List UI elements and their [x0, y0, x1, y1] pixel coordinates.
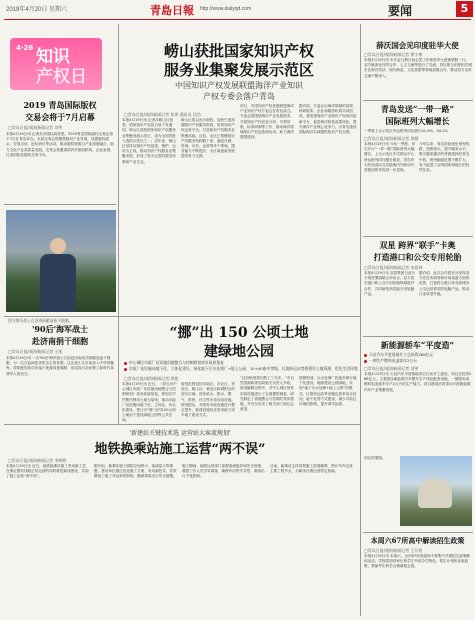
main-headline-2: 建绿地公园: [204, 344, 274, 360]
main-column-4: 按照规划，污水处理厂将逐步推行地下化建设，地面建设公园绿地，实现“地下污水处理+地上公园”的模式。垃圾转运站等设施也将采用全封闭、地下化等方式建设，减少对周边环境的影响，提升城市品质。: [299, 376, 357, 407]
right-1-headline: 薛沃国会见印度驻华大使: [376, 41, 459, 50]
column-divider: [360, 24, 361, 616]
bullet-icon: [364, 354, 367, 357]
lead-column-4: 据介绍，专委会由海洋领域的高校、科研院所、企业和服务机构共同组成，将搭建海洋产业知识产权协同创新平台，促进海洋科技成果转化，提升海洋产业核心竞争力，为青岛建设国际海洋名城提供知识产权支撑。: [299, 104, 357, 135]
badge-line-2: 产权日: [36, 67, 87, 87]
issue-date: 2019年4月20日 星期六: [6, 7, 68, 13]
ip-day-badge: [10, 38, 102, 90]
right-3-column-2: 据介绍，此次合作将充分发挥双方在技术研发和市场渠道方面的优势，打造符合港口作业和城市公交运营需求的轮胎产品，推动行业转型升级。: [419, 271, 470, 296]
page-header: [0, 0, 475, 20]
left-brief-headline-1: 2019 青岛国际版权: [23, 100, 97, 110]
left-brief-body: 本报4月19日讯 记者从市版权局获悉，2019青岛国际版权交易会将于7月在青岛举办。本届交易会将聚焦版权产业发展，设置版权展示、交易洽谈、论坛研讨等活动，推动版权资源与产业深度融合，助力文化产业高质量发展。交易会将邀请国内外版权机构、企业参展，打造国际化版权交易平台。: [6, 132, 114, 157]
lead-byline: □青岛日报/观海新闻记者 张译 通讯员 段浩: [124, 112, 201, 117]
photo-story-byline: □青岛日报/观海新闻记者 王凯: [8, 349, 63, 354]
bottom-byline: □青岛日报/观海新闻记者 李婷婷: [8, 458, 67, 463]
newspaper-logo: 青島日報: [150, 4, 194, 17]
bottom-column-2: 据介绍，换乘站施工面临空间狭小、客流量大等难题，建设单位通过优化施工方案、采用新技术，有效降低了施工对运营的影响，确保乘客出行安全便捷。: [94, 464, 177, 479]
left-brief-headline-2: 交易会将于7月启幕: [25, 112, 95, 122]
right-3-byline: □青岛日报/观海新闻记者 宋思林: [364, 265, 423, 270]
lead-column-3: 同日，中国知识产权发展联盟海洋产业知识产权专委会在青岛成立。专委会将围绕海洋产业发展需求，开展知识产权信息分析、专利导航、标准研制等工作，推动海洋领域知识产权创造和运用，助力海洋强国建设。: [240, 104, 294, 140]
right-4-headline: 新能源轿车“平度造”: [380, 340, 455, 350]
photo-caption: 图为海军战士在济南捐献造血干细胞。: [8, 318, 73, 323]
column-divider: [118, 24, 119, 424]
section-divider: [363, 236, 473, 237]
main-bullet-2-text: 市政厂站设施向地下化、立体化建设，绿化地下污水处理厂+地上公园、10+40座中等级、垃圾转运站等将建设上地资源，优先生活环境: [129, 366, 358, 371]
right-5-byline: □青岛日报/观海新闻记者 王开智: [364, 548, 423, 553]
photo-story-body: 本报4月19日讯 一名'90后'海军战士日前赴济南成功捐献造血干细胞，为一名白血病患者带去生的希望。这名战士几年前加入中华骨髓库，得知配型成功后毫不犹豫同意捐献，用实际行动诠释了新时代革命军人的担当。: [6, 356, 114, 376]
right-5-headline: 本周六67所高中解读招生政策: [370, 536, 465, 545]
lead-column-2: 崂山区将以此为契机，加快引进高端知识产权服务机构，培育知识产权运营平台，打造知识产权服务业集聚高地。目前，全区已集聚知识产权服务机构数十家，涵盖代理、咨询、评估、运营等多个领域，服务能力不断提升，为区域创新发展提供有力支撑。: [181, 118, 235, 159]
photo-story-headline-2: 赴济南捐干细胞: [32, 336, 88, 346]
bottom-column-3: 施工期间，地铁运营部门加强客流组织和安全管理，增派工作人员引导乘客，确保车站秩序井然，乘客出行不受影响。: [182, 464, 265, 479]
main-byline: □青岛日报/观海新闻记者 周艳: [124, 376, 179, 381]
right-2-headline-1: 青岛发送“一带一路”: [380, 104, 455, 114]
section-title: 要闻: [388, 4, 413, 18]
left-brief-byline: □青岛日报/观海新闻记者 刘笑: [8, 125, 63, 130]
section-divider: [363, 100, 473, 101]
right-4-byline: □青岛日报/观海新闻记者 刘笑: [364, 366, 419, 371]
section-divider: [363, 336, 473, 337]
section-divider: [4, 204, 116, 205]
right-1-body: 本报4月19日讯 市长孟凡利日前会见了印度驻华大使唐勇胜一行。双方就深化经贸合作、人文交流等进行了交流。青岛愿与印度相关城市在海洋经济、现代制造、文化旅游等领域加强合作，推动双方友好交流不断深入。: [364, 58, 472, 78]
right-2-column-1: 本报4月19日讯 今年一季度，青岛开行“一带一路”国际班列大幅增长，上合示范区多式联运中心货运班列同比增长明显，青岛作为东西双向互济陆海内外联动开放枢纽的作用进一步显现。: [364, 142, 416, 173]
bullet-icon: [124, 368, 127, 371]
section-divider: [363, 532, 473, 533]
right-5-body: 本报4月19日讯 本周六，全市67所普通高中将集中开展招生政策解读活动，学校将面向家长和学生介绍办学特色、招生计划和录取政策，帮助考生科学合理填报志愿。: [364, 554, 471, 569]
section-divider: [4, 316, 360, 317]
section-divider: [4, 424, 360, 425]
bullet-icon: [364, 360, 367, 363]
right-4-body: 本报4月19日讯 天启汽车平度基地项目日前开工建设，项目总投资268亿元，主要建设新能源汽车整车生产线及配套设施，一期将形成燃料电池客车年产2万台的生产能力，项目建成后将带动平度新能源汽车产业集聚发展。: [364, 372, 472, 392]
right-4-photo-caption: 项目效果图。: [364, 456, 386, 460]
project-rendering-image: [400, 456, 472, 526]
lead-subhead-2: 产权专委会落户青岛: [203, 92, 275, 101]
right-3-headline-2: 打造港口和公交专用轮胎: [373, 252, 462, 262]
lead-subhead-1: 中国知识产权发展联盟海洋产业知识: [175, 81, 303, 90]
bottom-kicker: '新建站关键技术选 运营站大客流规划': [129, 430, 231, 437]
right-2-column-2: 今年以来，青岛持续优化班列线路，加密班次，提升服务水平，吸引越来越多的货源选择经青岛中转，班列辐射范围不断扩大，有力促进了沿线国家和地区的经贸往来。: [419, 142, 470, 173]
main-bullet-1-text: 中心城区市政厂站设施用地整合与控制规划获市政府批复: [129, 360, 224, 365]
lead-column-1: 本报4月19日讯 记者从崂山区获悉，国家知识产权局日前下发通知，崂山区获批国家知识产权服务业集聚发展示范区，成为全国首批入选的示范区之一。近年来，崂山区坚持以知识产权创造、保护、运用为主线，推动知识产权服务业集聚发展，形成了较为完善的服务体系和产业生态。: [122, 118, 176, 164]
right-4-bullet-1-text: 天启汽车平度基地开工总投资268亿元: [369, 352, 434, 357]
main-headline: “挪”出 150 公顷土地: [169, 325, 309, 341]
lead-headline-1: 崂山获批国家知识产权: [163, 42, 314, 60]
badge-line-1: 知识: [36, 47, 70, 67]
building-shape: [418, 478, 452, 508]
header-rule: [4, 19, 471, 20]
right-3-headline-1: 双星 跨界“联手”卡奥: [379, 240, 456, 250]
website-url[interactable]: http://www.dailyqd.com: [200, 6, 252, 12]
lead-headline-2: 服务业集聚发展示范区: [163, 61, 314, 79]
right-3-column-1: 本报4月19日讯 双星集团日前与卡奥签署战略合作协议，双方将在港口和公交专用轮胎领域展开合作，共同研发高性能专用轮胎产品。: [364, 271, 416, 296]
soldier-photo: [6, 210, 116, 312]
right-2-headline-2: 国际班列大幅增长: [385, 116, 450, 126]
bottom-headline: 地铁换乘站施工运营“两不误”: [94, 442, 266, 457]
bullet-icon: [124, 362, 127, 365]
soldier-head: [50, 238, 66, 254]
right-2-subhead: 一季度上合示范区货运班列同比增长41.4%，54.2%: [364, 129, 448, 133]
badge-date: 4·26: [16, 44, 34, 52]
bottom-column-4: 目前，换乘站主体结构施工进展顺利，预计年内完成主要工程节点，为新线开通运营奠定基础。: [270, 464, 353, 474]
main-column-1: 本报4月19日讯 近日，《青岛市中心城区市政厂站设施用地整合与控制规划》获市政府批复。规划以节约集约利用土地为原则，推动市政厂站设施向地下化、立体化、综合化建设，预计可“挪”出约150公顷土地用于建设绿地公园等公共空间。: [122, 382, 177, 422]
main-bullet-2: [124, 366, 358, 372]
main-column-3: “这份规划我们做了三年多。”市自然资源和规划局相关负责人介绍，规划编制过程中，对中心城区现有市政设施进行了全面摸底调查，研究制定了设施整合与控制的具体措施，并充分征求了相关部门和社会意见。: [240, 376, 295, 412]
right-4-bullet-2-text: 一期生产燃料电池客车2万台: [369, 358, 417, 363]
right-1-byline: □青岛日报/观海新闻记者 徐小寒: [364, 52, 423, 57]
page-number: 5: [456, 1, 473, 17]
main-column-2: 规划范围包括市南区、市北区、李沧区、崂山区、黄岛区和城阳区的部分区域，涉及给水、排水、燃气、供热、环卫等多类市政设施。规划提出，对现有市政设施进行整合提升，新建设施优先采用地下或半地下建设方式。: [181, 382, 235, 418]
bottom-column-1: 本报4月19日讯 近日，地铁换乘站施工采用新工艺，在保证既有线路正常运营的同时推进新线建设，实现了施工运营“两不误”。: [6, 464, 90, 479]
right-2-byline: □青岛日报/观海新闻记者 周健: [364, 136, 419, 141]
right-4-bullet-2: [364, 358, 472, 364]
photo-story-headline-1: '90后'海军战士: [31, 324, 89, 334]
soldier-uniform: [40, 254, 76, 312]
